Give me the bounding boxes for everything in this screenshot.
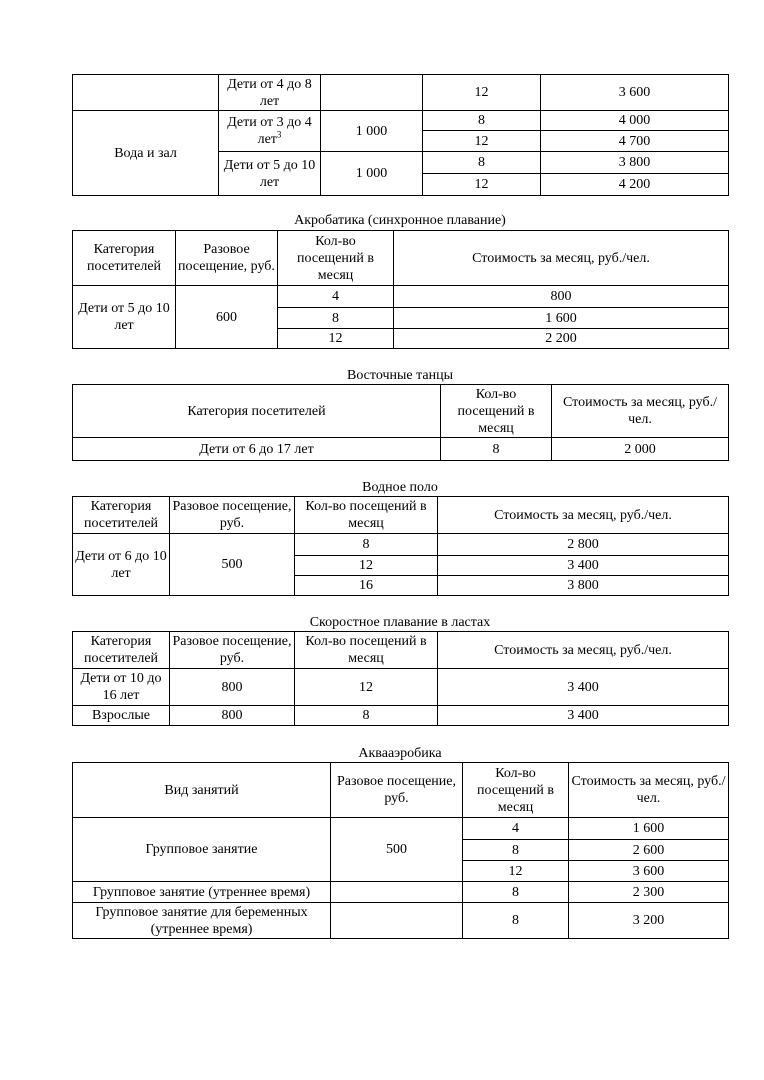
table-cell: 8 xyxy=(423,111,541,131)
table-cell: Групповое занятие xyxy=(73,818,331,882)
table-cell: 4 000 xyxy=(541,111,729,131)
table-caption: Водное поло xyxy=(362,480,438,495)
table-header-row xyxy=(73,632,729,669)
table-cell: Дети от 4 до 8 лет xyxy=(219,75,321,111)
column-header: Категория посетителей xyxy=(73,632,170,669)
table-header-row xyxy=(73,763,729,818)
column-header: Кол-во посещений в месяц xyxy=(295,632,438,669)
table-water-polo xyxy=(72,496,729,596)
table-cell: 4 200 xyxy=(541,174,729,196)
column-header: Разовое посещение, руб. xyxy=(170,632,295,669)
column-header: Стоимость за месяц, руб./чел. xyxy=(569,763,729,818)
table-row xyxy=(73,903,729,939)
table-cell: Дети от 5 до 10 лет xyxy=(73,286,176,349)
table-cell: 800 xyxy=(170,669,295,706)
table-caption: Акробатика (синхронное плавание) xyxy=(294,213,506,228)
table-cell: 500 xyxy=(170,534,295,596)
table-header-row xyxy=(73,231,729,286)
table-cell: 12 xyxy=(295,669,438,706)
table-row xyxy=(73,75,729,111)
table-cell xyxy=(331,903,463,939)
column-header: Разовое посещение, руб. xyxy=(170,497,295,534)
table-cell: 8 xyxy=(463,903,569,939)
table-cell xyxy=(73,75,219,111)
table-cell xyxy=(219,111,321,152)
table-cell: Групповое занятие для беременных (утреннее время) xyxy=(73,903,331,939)
table-oriental-dance xyxy=(72,384,729,461)
table-cell: 1 000 xyxy=(321,152,423,196)
table-cell: 800 xyxy=(394,286,729,308)
table-cell: 12 xyxy=(295,556,438,576)
column-header: Стоимость за месяц, руб./чел. xyxy=(438,632,729,669)
table-cell: 8 xyxy=(295,534,438,556)
table-cell: 3 800 xyxy=(438,576,729,596)
table-row xyxy=(73,111,729,131)
table-cell: 8 xyxy=(441,438,552,461)
table-cell: 2 300 xyxy=(569,882,729,903)
table-cell: 3 200 xyxy=(569,903,729,939)
column-header: Кол-во посещений в месяц xyxy=(278,231,394,286)
table-cell: 12 xyxy=(423,75,541,111)
column-header: Категория посетителей xyxy=(73,385,441,438)
table-cell: 3 600 xyxy=(541,75,729,111)
table-cell: 2 600 xyxy=(569,840,729,861)
column-header: Стоимость за месяц, руб./чел. xyxy=(552,385,729,438)
table-cell: 2 200 xyxy=(394,329,729,349)
table-aqua-aerobics xyxy=(72,762,729,939)
column-header: Разовое посещение, руб. xyxy=(331,763,463,818)
table-cell: 8 xyxy=(463,882,569,903)
table-caption: Аквааэробика xyxy=(358,746,442,761)
table-cell: 8 xyxy=(423,152,541,174)
table-cell: Дети от 6 до 17 лет xyxy=(73,438,441,461)
column-header: Кол-во посещений в месяц xyxy=(295,497,438,534)
table-cell: 3 600 xyxy=(569,861,729,882)
table-row xyxy=(73,882,729,903)
column-header: Вид занятий xyxy=(73,763,331,818)
table-cell: Групповое занятие (утреннее время) xyxy=(73,882,331,903)
table-cell xyxy=(331,882,463,903)
column-header: Стоимость за месяц, руб./чел. xyxy=(394,231,729,286)
column-header: Стоимость за месяц, руб./чел. xyxy=(438,497,729,534)
table-cell: 500 xyxy=(331,818,463,882)
table-row xyxy=(73,818,729,840)
table-cell: 800 xyxy=(170,706,295,726)
table-cell: 1 600 xyxy=(569,818,729,840)
table-row xyxy=(73,706,729,726)
table-row xyxy=(73,534,729,556)
table-header-row xyxy=(73,497,729,534)
table-cell: 8 xyxy=(295,706,438,726)
table-row xyxy=(73,669,729,706)
table-header-row xyxy=(73,385,729,438)
table-cell: 4 xyxy=(463,818,569,840)
table-row xyxy=(73,286,729,308)
table-cell: Дети от 5 до 10 лет xyxy=(219,152,321,196)
table-caption: Скоростное плавание в ластах xyxy=(309,615,491,630)
column-header: Кол-во посещений в месяц xyxy=(463,763,569,818)
table-cell: 4 xyxy=(278,286,394,308)
table-cell: 12 xyxy=(463,861,569,882)
table-cell: 3 800 xyxy=(541,152,729,174)
table-caption: Восточные танцы xyxy=(346,368,454,383)
table-cell: 600 xyxy=(176,286,278,349)
table-cell: Дети от 10 до 16 лет xyxy=(73,669,170,706)
column-header: Разовое посещение, руб. xyxy=(176,231,278,286)
table-cell: 12 xyxy=(423,174,541,196)
table-cell: Взрослые xyxy=(73,706,170,726)
table-cell: Вода и зал xyxy=(73,111,219,196)
table-cell: 1 600 xyxy=(394,308,729,329)
table-fin-swimming xyxy=(72,631,729,726)
table-cell: 4 700 xyxy=(541,131,729,152)
table-cell: 8 xyxy=(463,840,569,861)
table-cell: 3 400 xyxy=(438,669,729,706)
table-cell: 12 xyxy=(423,131,541,152)
column-header: Категория посетителей xyxy=(73,497,170,534)
table-cell: 2 800 xyxy=(438,534,729,556)
table-acrobatics xyxy=(72,230,729,349)
table-cell: Дети от 6 до 10 лет xyxy=(73,534,170,596)
table-cell xyxy=(321,75,423,111)
table-cell: 3 400 xyxy=(438,556,729,576)
column-header: Кол-во посещений в месяц xyxy=(441,385,552,438)
table-cell: 2 000 xyxy=(552,438,729,461)
column-header: Категория посетителей xyxy=(73,231,176,286)
table-cell: 3 400 xyxy=(438,706,729,726)
table-cell: 1 000 xyxy=(321,111,423,152)
table-cell: 8 xyxy=(278,308,394,329)
table-cell: 12 xyxy=(278,329,394,349)
category-text: Дети от 3 до 4 лет xyxy=(227,115,312,147)
table-row xyxy=(73,438,729,461)
table-cell: 16 xyxy=(295,576,438,596)
table-water-and-gym xyxy=(72,74,729,196)
footnote-mark: 3 xyxy=(276,129,282,140)
